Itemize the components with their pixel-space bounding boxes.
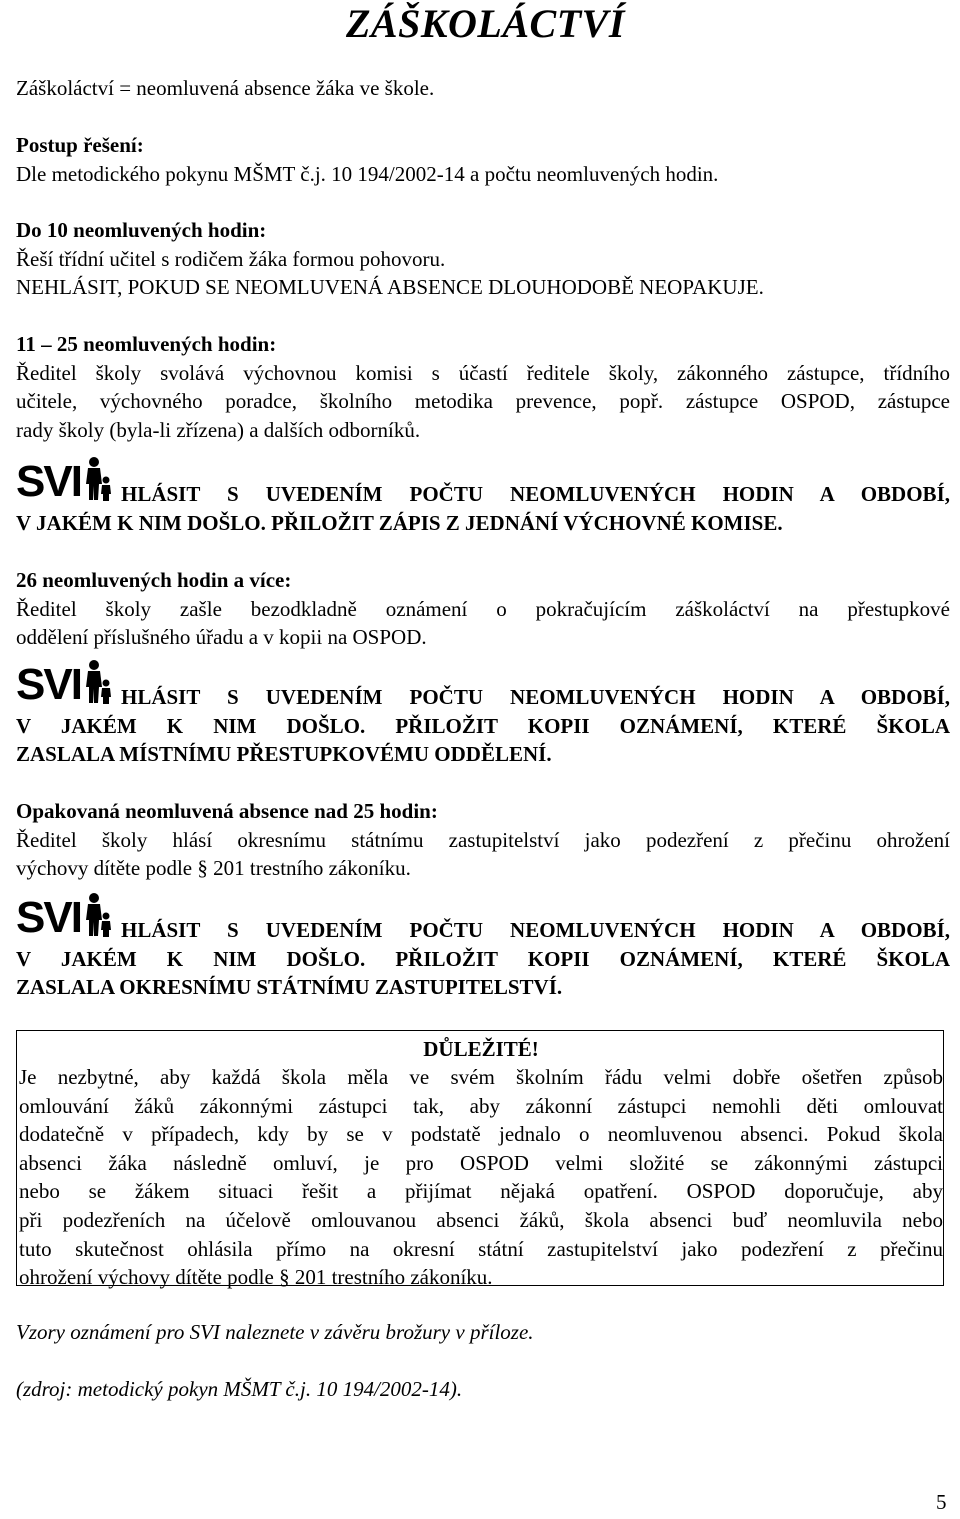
section1-text: Řeší třídní učitel s rodičem žáka formou pohovoru. — [16, 246, 446, 271]
procedure-text: Dle metodického pokynu MŠMT č.j. 10 194/2002-14 a počtu neomluvených hodin. — [16, 161, 719, 186]
section4-heading: Opakovaná neomluvená absence nad 25 hodin: — [16, 799, 438, 823]
svi2-line: V JAKÉM K NIM DOŠLO. PŘILOŽIT KOPII OZNÁMENÍ, KTERÉ ŠKOLA — [16, 713, 950, 738]
procedure-heading: Postup řešení: — [16, 133, 144, 157]
section-26-plus-hours — [16, 566, 950, 652]
important-line: tuto skutečnost ohlásila přímo na okresní státní zastupitelství jako podezření z přečinu — [19, 1236, 943, 1261]
svi3-line: ZASLALA OKRESNÍMU STÁTNÍMU ZASTUPITELSTVÍ. — [16, 975, 563, 1000]
section2-line: učitele, výchovného poradce, školního metodika prevence, popř. zástupce OSPOD, zástupce — [16, 389, 950, 414]
svi1-line: HLÁSIT S UVEDENÍM POČTU NEOMLUVENÝCH HODIN A OBDOBÍ, — [121, 482, 950, 506]
section3-line: Ředitel školy zašle bezodkladně oznámení o pokračujícím záškoláctví na přestupkové — [16, 596, 950, 621]
svi3-line: V JAKÉM K NIM DOŠLO. PŘILOŽIT KOPII OZNÁMENÍ, KTERÉ ŠKOLA — [16, 946, 950, 971]
svg-text:SVI: SVI — [16, 660, 81, 705]
important-body — [19, 1063, 943, 1292]
important-line: absenci žáka následně omluví, je pro OSPOD velmi složité se zákonnými zástupci — [19, 1150, 943, 1175]
section1-note: NEHLÁSIT, POKUD SE NEOMLUVENÁ ABSENCE DLOUHODOBĚ NEOPAKUJE. — [16, 275, 764, 300]
adult-child-figures-icon — [86, 660, 111, 704]
svi-logo-icon — [16, 659, 112, 705]
svi2-line: ZASLALA MÍSTNÍMU PŘESTUPKOVÉMU ODDĚLENÍ. — [16, 742, 552, 767]
procedure-section — [16, 131, 950, 188]
page-title: ZÁŠKOLÁCTVÍ — [346, 1, 625, 46]
section2-heading: 11 – 25 neomluvených hodin: — [16, 332, 277, 356]
section2-line: rady školy (byla-li zřízena) a dalších odborníků. — [16, 417, 421, 442]
definition-text: Záškoláctví = neomluvená absence žáka ve škole. — [16, 76, 435, 100]
svi2-line: HLÁSIT S UVEDENÍM POČTU NEOMLUVENÝCH HODIN A OBDOBÍ, — [121, 685, 950, 709]
section2-line: Ředitel školy svolává výchovnou komisi s účastí ředitele školy, zákonného zástupce, třídního — [16, 360, 950, 385]
svi1-line: V JAKÉM K NIM DOŠLO. PŘILOŽIT ZÁPIS Z JEDNÁNÍ VÝCHOVNÉ KOMISE. — [16, 510, 783, 535]
important-heading: DŮLEŽITÉ! — [423, 1037, 539, 1061]
section-repeated-over-25 — [16, 797, 950, 883]
adult-child-figures-icon — [86, 457, 111, 501]
svi-notice-2 — [16, 660, 950, 769]
adult-child-figures-icon — [86, 893, 111, 937]
svi-logo-icon — [16, 892, 112, 938]
important-line: při podezřeních na účelově omlouvanou absenci žáků, škola absenci buď neomluvila nebo — [19, 1207, 943, 1232]
svi-notice-1 — [16, 457, 950, 537]
important-box — [16, 1030, 944, 1290]
page-number: 5 — [936, 1490, 947, 1514]
important-line: ohrožení výchovy dítěte podle § 201 trestního zákoníku. — [19, 1265, 493, 1290]
important-line: dodatečně v případech, kdy by se v podstatě jednalo o neomluvenou absenci. Pokud škola — [19, 1122, 943, 1147]
section1-heading: Do 10 neomluvených hodin: — [16, 218, 267, 242]
svi-notice-3 — [16, 893, 950, 1002]
section4-line: výchovy dítěte podle § 201 trestního zákoníku. — [16, 856, 411, 881]
section-up-to-10-hours — [16, 216, 950, 302]
document-page — [16, 0, 950, 1519]
section3-heading: 26 neomluvených hodin a více: — [16, 568, 292, 592]
svi-logo-icon — [16, 456, 112, 502]
section4-line: Ředitel školy hlásí okresnímu státnímu zastupitelství jako podezření z přečinu ohrožení — [16, 827, 950, 852]
section-11-25-hours — [16, 330, 950, 444]
important-line: nebo se žákem situaci řešit a přijímat nějaká opatření. OSPOD doporučuje, aby — [19, 1179, 943, 1204]
footer-note: Vzory oznámení pro SVI naleznete v závěru brožury v příloze. — [16, 1320, 534, 1344]
section3-line: oddělení příslušného úřadu a v kopii na OSPOD. — [16, 625, 427, 650]
important-line: Je nezbytné, aby každá škola měla ve svém školním řádu velmi dobře ošetřen způsob — [19, 1065, 943, 1089]
source-citation: (zdroj: metodický pokyn MŠMT č.j. 10 194/2002-14). — [16, 1377, 463, 1401]
svi3-line: HLÁSIT S UVEDENÍM POČTU NEOMLUVENÝCH HODIN A OBDOBÍ, — [121, 918, 950, 942]
svg-text:SVI: SVI — [16, 457, 81, 502]
svg-text:SVI: SVI — [16, 893, 81, 938]
important-line: omlouvání žáků zákonnými zástupci tak, aby zákonní zástupci nemohli děti omlouvat — [19, 1093, 943, 1118]
